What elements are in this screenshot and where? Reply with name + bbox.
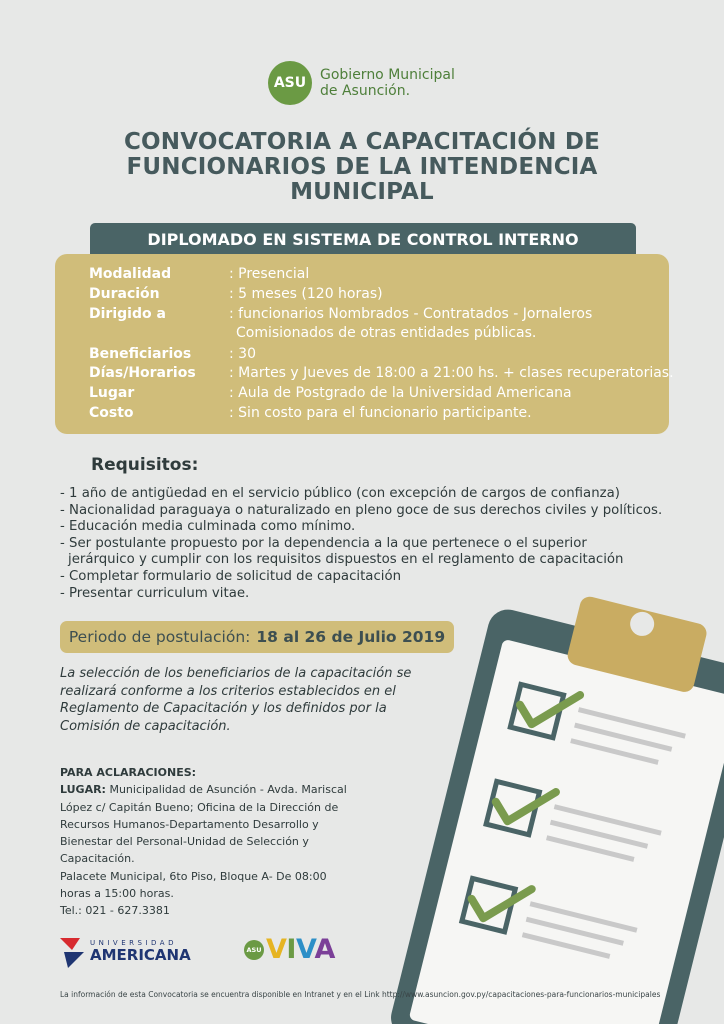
list-item: - Ser postulante propuesto por la dependencia a la que pertenece o el superior [60, 535, 587, 551]
title-line2: FUNCIONARIOS DE LA INTENDENCIA [126, 154, 598, 180]
asu-viva-logo [244, 934, 335, 965]
periodo-postulacion [60, 621, 454, 653]
municipal-logo [268, 60, 455, 106]
list-item: jerárquico y cumplir con los requisitos dispuestos en el reglamento de capacitación [68, 552, 624, 568]
info-duracion [89, 285, 383, 303]
aclaraciones-phone: Tel.: 021 - 627.3381 [60, 904, 170, 918]
aclaraciones-line [60, 781, 380, 798]
aclaraciones-heading: PARA ACLARACIONES: [60, 766, 197, 779]
diploma-banner: DIPLOMADO EN SISTEMA DE CONTROL INTERNO [90, 223, 636, 255]
ua-big-text: AMERICANA [90, 946, 191, 964]
list-item: - 1 año de antigüedad en el servicio público (con excepción de cargos de confianza) [60, 486, 620, 501]
seleccion-line: Comisión de capacitación. [60, 718, 231, 734]
periodo-dates: 18 al 26 de Julio 2019 [256, 628, 446, 646]
info-beneficiarios [89, 345, 256, 363]
list-item: - Presentar curriculum vitae. [60, 585, 250, 601]
page-title [60, 130, 664, 205]
aclaraciones-line: Palacete Municipal, 6to Piso, Bloque A- De 08:00 [60, 869, 327, 883]
seleccion-line: realizará conforme a los criterios establecidos en el [60, 683, 396, 699]
info-value: : 5 meses (120 horas) [229, 286, 383, 302]
info-dias [89, 364, 674, 382]
info-label: Lugar [89, 385, 135, 401]
viva-text: VIVA [266, 934, 335, 965]
info-label: Costo [89, 405, 134, 421]
info-value: : Aula de Postgrado de la Universidad Americana [229, 385, 572, 401]
info-label: Dirigido a [89, 306, 166, 322]
seleccion-line: La selección de los beneficiarios de la capacitación se [60, 666, 412, 681]
info-label: Duración [89, 286, 160, 302]
title-line3: MUNICIPAL [290, 179, 434, 205]
info-value: : 30 [229, 346, 256, 362]
info-value: : Sin costo para el funcionario participante. [229, 405, 532, 421]
aclaraciones-text: Municipalidad de Asunción - Avda. Mariscal [105, 783, 347, 797]
seleccion-line: Reglamento de Capacitación y los definidos por la [60, 701, 387, 716]
requisitos-heading: Requisitos: [91, 455, 199, 475]
info-lugar [89, 384, 572, 402]
list-item: - Nacionalidad paraguaya o naturalizado en pleno goce de sus derechos civiles y políticos. [60, 502, 663, 518]
course-info-box [55, 254, 674, 434]
universidad-americana-logo [60, 934, 191, 968]
info-value: : Presencial [229, 266, 310, 282]
info-modalidad [89, 265, 310, 283]
aclaraciones-line: horas a 15:00 horas. [60, 887, 174, 901]
aclaraciones-line: Capacitación. [60, 852, 135, 866]
info-dirigido-cont: Comisionados de otras entidades públicas. [236, 325, 537, 341]
info-value: : Martes y Jueves de 18:00 a 21:00 hs. + clases recuperatorias. [229, 365, 674, 381]
asu-badge: ASU [268, 61, 312, 105]
ua-small-text: UNIVERSIDAD [90, 939, 177, 947]
ua-mark-icon [60, 934, 84, 968]
aclaraciones-line: Recursos Humanos-Departamento Desarrollo y [60, 817, 319, 831]
info-label: Beneficiarios [89, 346, 192, 362]
seleccion-note [60, 665, 420, 735]
periodo-label: Periodo de postulación: [68, 628, 251, 646]
viva-badge: ASU [244, 940, 264, 960]
list-item: - Completar formulario de solicitud de capacitación [60, 568, 402, 584]
logo-line2: de Asunción. [320, 83, 411, 99]
logo-text [320, 67, 455, 99]
info-label: Modalidad [89, 266, 172, 282]
requisitos-list [60, 486, 680, 602]
info-costo [89, 404, 532, 422]
aclaraciones-line: Bienestar del Personal-Unidad de Selección y [60, 835, 309, 849]
aclaraciones-line: López c/ Capitán Bueno; Oficina de la Dirección de [60, 800, 339, 814]
logo-line1: Gobierno Municipal [320, 67, 455, 83]
title-line1: CONVOCATORIA A CAPACITACIÓN DE [123, 129, 601, 155]
footer-note: La información de esta Convocatoria se encuentra disponible en Intranet y en el Link http://www.asuncion.gov.py/capacitaciones-para-funcionarios-municipales [60, 990, 661, 999]
info-label: Días/Horarios [89, 365, 196, 381]
aclaraciones-block [60, 764, 380, 920]
info-dirigido [89, 305, 593, 323]
list-item: - Educación media culminada como mínimo. [60, 519, 356, 535]
info-value: : funcionarios Nombrados - Contratados - Jornaleros [229, 306, 593, 322]
lugar-label: LUGAR: [60, 783, 106, 797]
